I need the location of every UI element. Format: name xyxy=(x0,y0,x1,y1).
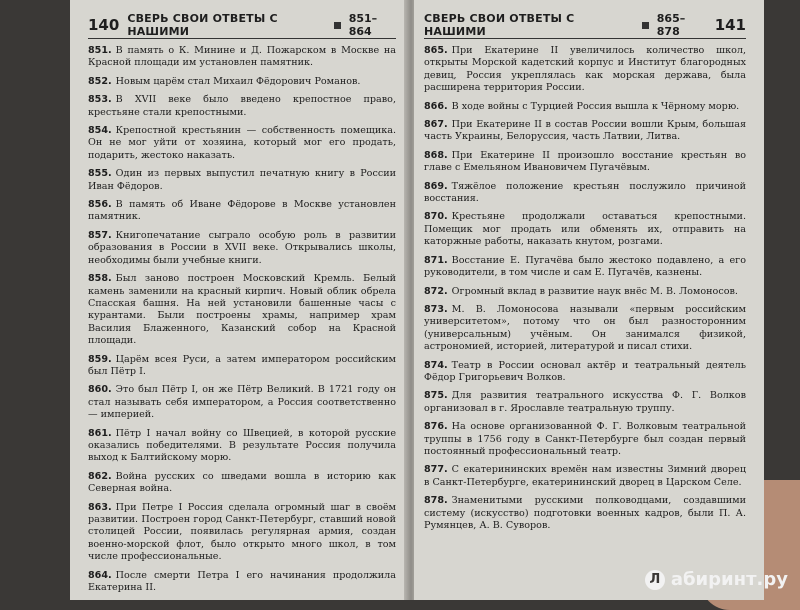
left-page xyxy=(70,0,408,600)
answer-entry xyxy=(424,119,746,144)
answer-text: Один из первых выпустил печатную книгу в России Иван Фёдоров. xyxy=(88,168,396,192)
answer-entry xyxy=(88,354,396,379)
answer-entry xyxy=(424,304,746,354)
answer-entry xyxy=(424,421,746,458)
answer-number: 852. xyxy=(88,75,112,87)
answer-entry xyxy=(88,502,396,564)
answer-text: Крестьяне продолжали оставаться крепостными. Помещик мог продать или обменять их, отправить на каторжные работы, наказать кнутом, розгами. xyxy=(424,211,746,248)
answer-text: Театр в России основал актёр и театральный деятель Фёдор Григорьевич Волков. xyxy=(424,359,746,383)
page-number: 140 xyxy=(88,16,120,34)
left-entries xyxy=(88,45,396,594)
answer-entry xyxy=(88,125,396,162)
answer-text: Пётр I начал войну со Швецией, в которой русские оказались победителями. В результате Россия получила выход к Балтийскому морю. xyxy=(88,427,396,464)
answer-text: В память о К. Минине и Д. Пожарском в Москве на Красной площади им установлен памятник. xyxy=(88,45,396,69)
answer-entry xyxy=(88,570,396,595)
answer-entry xyxy=(88,471,396,496)
answer-number: 878. xyxy=(424,495,448,507)
right-entries xyxy=(424,45,746,532)
answer-number: 857. xyxy=(88,229,112,241)
answer-number: 871. xyxy=(424,254,448,266)
answer-text: При Екатерине II произошло восстание крестьян во главе с Емельяном Ивановичем Пугачёвым. xyxy=(424,149,746,174)
answer-entry xyxy=(424,286,746,298)
answer-entry xyxy=(424,211,746,248)
answer-entry xyxy=(88,230,396,267)
header-range: 851–864 xyxy=(348,12,378,38)
square-icon xyxy=(334,22,340,29)
header-title: СВЕРЬ СВОИ ОТВЕТЫ С НАШИМИ xyxy=(127,12,278,38)
answer-entry xyxy=(88,76,396,88)
labirint-logo-icon: Л xyxy=(645,570,665,590)
answer-text: Восстание Е. Пугачёва было жестоко подавлено, а его руководители, в том числе и сам Е. Пугачёв, казнены. xyxy=(424,254,746,279)
answer-number: 859. xyxy=(88,353,112,365)
answer-entry xyxy=(424,45,746,95)
answer-text: В XVII веке было введено крепостное право, крестьяне стали крепостными. xyxy=(88,94,396,118)
answer-entry xyxy=(88,273,396,347)
answer-text: После смерти Петра I его начинания продолжила Екатерина II. xyxy=(88,569,396,594)
answer-number: 866. xyxy=(424,100,448,112)
answer-text: Тяжёлое положение крестьян послужило причиной восстания. xyxy=(424,180,746,205)
answer-number: 867. xyxy=(424,119,448,131)
answer-text: При Екатерине II в состав России вошли Крым, большая часть Украины, Белоруссия, часть Латвии, Литва. xyxy=(424,119,746,143)
answer-number: 863. xyxy=(88,501,112,513)
answer-number: 872. xyxy=(424,285,448,297)
answer-entry xyxy=(424,181,746,206)
answer-number: 856. xyxy=(88,199,112,211)
answer-entry xyxy=(424,101,746,113)
answer-entry xyxy=(424,150,746,175)
header-range: 865–878 xyxy=(656,12,686,38)
answer-number: 864. xyxy=(88,569,112,581)
answer-text: Для развития театрального искусства Ф. Г. Волков организовал в г. Ярославле театральную труппу. xyxy=(424,390,746,414)
answer-number: 860. xyxy=(88,384,112,396)
answer-number: 870. xyxy=(424,211,448,223)
answer-number: 865. xyxy=(424,45,448,56)
left-page-header xyxy=(88,12,396,39)
answer-text: Новым царём стал Михаил Фёдорович Романов. xyxy=(115,75,361,87)
answer-text: Крепостной крестьянин — собственность помещика. Он не мог уйти от хозяина, который мог его продать, подарить, жестоко наказать. xyxy=(88,125,396,161)
answer-number: 876. xyxy=(424,421,448,433)
answer-text: Это был Пётр I, он же Пётр Великий. В 1721 году он стал называть себя императором, а Россия соответственно — империей. xyxy=(88,384,396,421)
watermark-text: абиринт.ру xyxy=(670,569,788,590)
answer-number: 875. xyxy=(424,390,448,402)
answer-number: 873. xyxy=(424,303,448,315)
square-icon xyxy=(642,22,649,29)
answer-entry xyxy=(88,45,396,70)
answer-number: 862. xyxy=(88,470,112,482)
answer-number: 874. xyxy=(424,359,448,371)
answer-text: В память об Иване Фёдорове в Москве установлен памятник. xyxy=(88,199,396,223)
answer-number: 854. xyxy=(88,125,112,137)
watermark xyxy=(645,569,788,590)
answer-text: Знаменитыми русскими полководцами, создавшими систему (искусство) подготовки военных кадров, были П. А. Румянцев, А. В. Суворов. xyxy=(424,495,746,531)
answer-text: На основе организованной Ф. Г. Волковым театральной труппы в 1756 году в Санкт-Петербурге был создан первый постоянный профессиональный театр. xyxy=(424,421,746,457)
answer-number: 858. xyxy=(88,273,112,285)
answer-entry xyxy=(424,390,746,415)
answer-number: 851. xyxy=(88,45,112,56)
answer-entry xyxy=(424,360,746,385)
answer-text: Царём всея Руси, а затем императором российским был Пётр I. xyxy=(88,353,396,377)
answer-text: Книгопечатание сыграло особую роль в развитии образования в России в XVII веке. Открывались школы, необходимы были учебные книги. xyxy=(88,229,396,266)
answer-text: М. В. Ломоносова называли «первым российским университетом», потому что он был разносторонним (универсальным) учёным. Он занимался физикой, астрономией, историей, литературой и писал стихи. xyxy=(424,303,746,353)
answer-entry xyxy=(88,168,396,193)
answer-text: С екатерининских времён нам известны Зимний дворец в Санкт-Петербурге, екатерининский дворец в Царском Селе. xyxy=(424,464,746,488)
right-page xyxy=(414,0,764,600)
answer-entry xyxy=(88,384,396,421)
answer-text: При Петре I Россия сделала огромный шаг в своём развитии. Построен город Санкт-Петербург, ставший новой столицей России, появилась регулярная армия, создан военно-морской флот, было открыто много школ, в том числе профессиональные. xyxy=(88,501,396,563)
answer-number: 861. xyxy=(88,427,112,439)
answer-entry xyxy=(88,428,396,465)
answer-text: Война русских со шведами вошла в историю как Северная война. xyxy=(88,470,396,495)
answer-number: 877. xyxy=(424,464,448,476)
answer-entry xyxy=(424,464,746,489)
header-title: СВЕРЬ СВОИ ОТВЕТЫ С НАШИМИ xyxy=(424,12,575,38)
answer-text: Огромный вклад в развитие наук внёс М. В. Ломоносов. xyxy=(451,285,738,297)
answer-entry xyxy=(424,255,746,280)
answer-text: В ходе войны с Турцией Россия вышла к Чёрному морю. xyxy=(451,100,740,112)
answer-text: При Екатерине II увеличилось количество школ, открыты Морской кадетский корпус и Институт благородных девиц, Россия укреплялась как морская держава, была расширена территория России. xyxy=(424,45,746,94)
right-page-header xyxy=(424,12,746,39)
page-number: 141 xyxy=(714,16,746,34)
answer-entry xyxy=(88,199,396,224)
answer-number: 868. xyxy=(424,149,448,161)
answer-text: Был заново построен Московский Кремль. Белый камень заменили на красный кирпич. Новый облик обрела Спасская башня. На ней установили башенные часы с курантами. Были построены храмы, например храм Василия Блаженного, Казанский собор на Красной площади. xyxy=(88,273,396,347)
answer-number: 869. xyxy=(424,180,448,192)
answer-entry xyxy=(424,495,746,532)
answer-number: 853. xyxy=(88,94,112,106)
answer-number: 855. xyxy=(88,168,112,180)
answer-entry xyxy=(88,94,396,119)
